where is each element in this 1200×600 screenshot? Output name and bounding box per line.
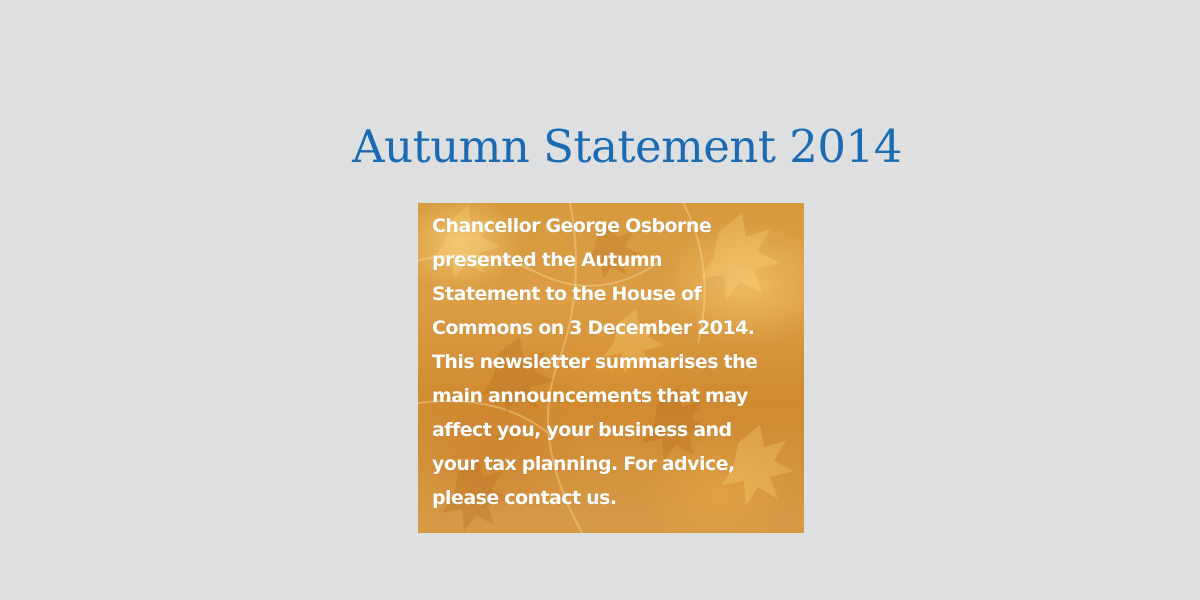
page-title: Autumn Statement 2014 bbox=[352, 120, 902, 173]
intro-paragraph bbox=[432, 209, 798, 515]
intro-line: Chancellor George Osborne bbox=[432, 215, 712, 237]
intro-line: main announcements that may bbox=[432, 385, 748, 407]
intro-line: affect you, your business and bbox=[432, 419, 732, 441]
intro-line: Statement to the House of bbox=[432, 283, 702, 305]
intro-panel bbox=[418, 203, 804, 533]
intro-line: Commons on 3 December 2014. bbox=[432, 317, 755, 339]
intro-line: This newsletter summarises the bbox=[432, 351, 758, 373]
intro-line: your tax planning. For advice, bbox=[432, 453, 735, 475]
intro-line: please contact us. bbox=[432, 487, 617, 509]
intro-line: presented the Autumn bbox=[432, 249, 663, 271]
